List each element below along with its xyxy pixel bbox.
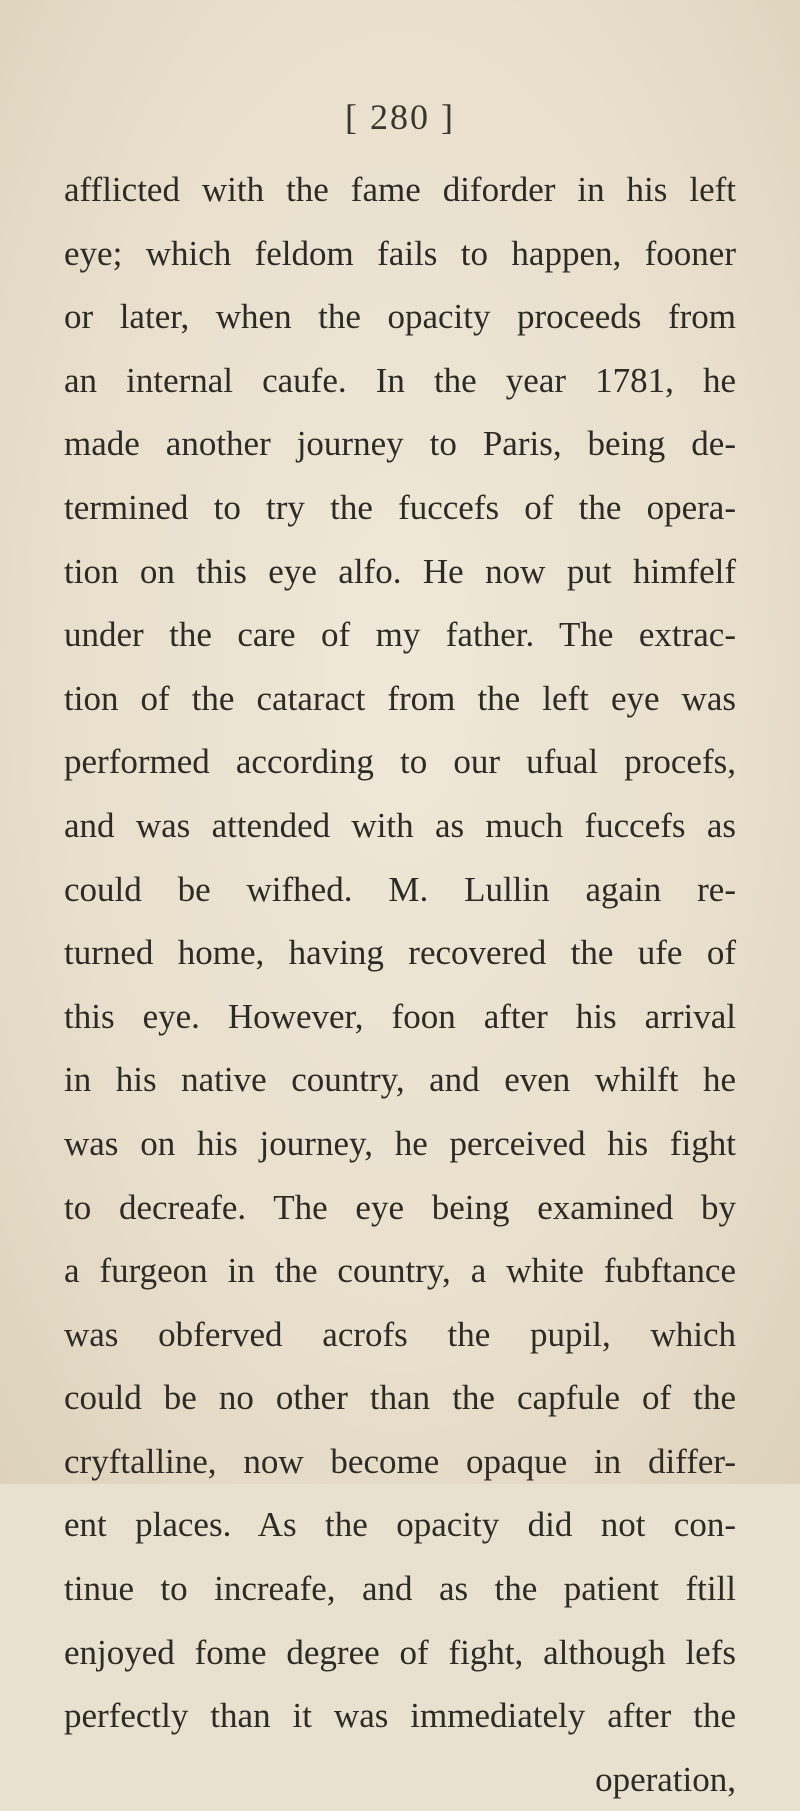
text-line: to decreafe. The eye being examined by — [64, 1187, 736, 1227]
text-line: perfectly than it was immediately after the — [64, 1696, 736, 1736]
text-line: ent places. As the opacity did not con- — [64, 1505, 736, 1545]
text-line: this eye. However, foon after his arrival — [64, 996, 736, 1036]
text-line: tion on this eye alfo. He now put himfelf — [64, 551, 736, 591]
catchword: operation, — [595, 1759, 736, 1799]
text-line: performed according to our ufual procefs, — [64, 742, 736, 782]
text-line: tinue to increafe, and as the patient ftill — [64, 1569, 736, 1609]
text-line: or later, when the opacity proceeds from — [64, 297, 736, 337]
text-line: turned home, having recovered the ufe of — [64, 933, 736, 973]
text-line: could be wifhed. M. Lullin again re- — [64, 869, 736, 909]
text-line: could be no other than the capfule of the — [64, 1378, 736, 1418]
text-line: made another journey to Paris, being de- — [64, 424, 736, 464]
text-line: afflicted with the fame diforder in his left — [64, 170, 736, 209]
text-line: an internal caufe. In the year 1781, he — [64, 360, 736, 400]
text-line: cryftalline, now become opaque in differ- — [64, 1441, 736, 1481]
page-number: [ 280 ] — [345, 97, 455, 137]
text-line: in his native country, and even whilft he — [64, 1060, 736, 1100]
text-line: was obferved acrofs the pupil, which — [64, 1314, 736, 1354]
text-line: was on his journey, he perceived his fight — [64, 1123, 736, 1163]
text-line: eye; which feldom fails to happen, fooner — [64, 233, 736, 273]
text-line: and was attended with as much fuccefs as — [64, 805, 736, 845]
body-text — [64, 158, 736, 1811]
text-line: termined to try the fuccefs of the opera- — [64, 487, 736, 527]
text-line: a furgeon in the country, a white fubftance — [64, 1251, 736, 1291]
text-line: under the care of my father. The extrac- — [64, 615, 736, 655]
text-line: tion of the cataract from the left eye was — [64, 678, 736, 718]
text-line: enjoyed fome degree of fight, although lefs — [64, 1632, 736, 1672]
